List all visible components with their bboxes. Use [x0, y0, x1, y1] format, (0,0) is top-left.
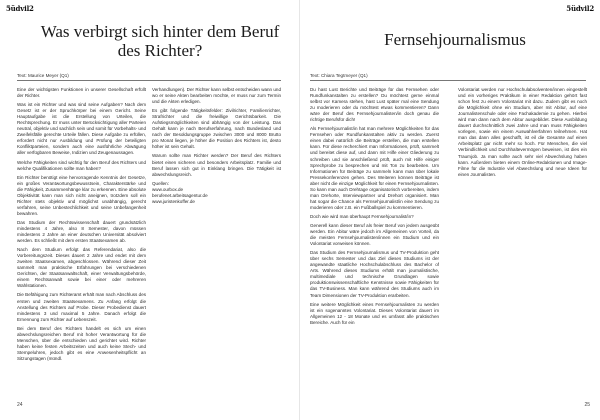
article-column-2: [458, 87, 587, 405]
byline-rule: [310, 80, 586, 81]
magazine-logo: 5üdvil2: [566, 4, 594, 13]
paragraph: Eine weitere Möglichkeit eines Fernsehjournalisten zu werden ist ein sogenanntes Volontariat. Dieses Volontariat dauert im Allgemeinen 12 - 18 Monate und es umfasst alle praktischen Bereiche. Auch für ein: [310, 301, 439, 325]
paragraph: Ein Richter benötigt eine hervorragende Kenntnis der Gesetze, ein großes Verantwortungsbewusstsein, Charakterstärke und die Fähigkeit, Zusammenhänge klar zu erkennen. Eine absolute Objektivität kann man sich nicht aneignen, trotzdem soll ein Richter stets objektiv und möglichst unabhängig, gerecht verfahren, seine Unbestechlichkeit und seine Unbefangenheit bewahren.: [17, 174, 146, 216]
paragraph: Eine der wichtigsten Funktionen in unserer Gesellschaft erfüllt der Richter.: [17, 87, 146, 99]
paragraph: Als Fernsehjournalist/in hat man mehrere Möglichkeiten für das Fernsehen oder Rundfunkanstalten aktiv zu werden. Zuerst einen dabei natürlich die Beiträge erstellen, die man erstellen kann. Für diese recherchiert man Informationen, prüft, sammelt und bereitet diese auf, und dann mit Hilfe einer Gliederung zu schreiben und sie anschließend prüft, auch mit Hilfe einiger Sprechprobe zu besprechen und mit Ton zu bearbeiten. Um Informationen für Beiträge zu sammeln kann man über lokale Pressekonferenzen gehen. Des Weiteren können Beiträge ist aber nicht die einzige Möglichkeit für einen Fernsehjournalisten. So kann man auch Drehtage organisatorisch vorbereiten, indem man Drehorte, Interviewpartner und Drehort organisiert. Man hat sogar die Chance als Fernsehjournalist/in eine Sendung zu moderieren oder z.B. ein Fußballspiel zu kommentieren.: [310, 126, 439, 210]
article-title: Fernsehjournalismus: [384, 30, 526, 49]
paragraph: Warum sollte man Richter werden? Der Beruf des Richters bietet einen sicheren und besonders Arbeitsplatz. Familie und Beruf lassen sich gut in Einklang bringen. Die Tätigkeit ist abwechslungsreich.: [152, 153, 281, 177]
paragraph: Das Studium des Fernsehjournalismus und TV-Produktion geht über sechs Semester und das Ziel dieses Studiums ist der angewandte staatliche Hochschulabschluss des Bachelor of Arts. Während dieses Studiums erhält man journalistische, multimediale und technische Grundlagen sowie produktionswissenschaftliche Kenntnisse sowie Fähigkeiten für das TV-Business. Man kann während des Studiums auch im Team Dimensionen der TV-Produktion erarbeiten.: [310, 250, 439, 298]
page-number: 25: [584, 402, 590, 408]
paragraph: Bei dem Beruf des Richters handelt es sich um einen abwechslungsreichen Beruf mit hoher Verantwortung für die Menschen, über die entschieden und gerichtet wird. Richter haben keine festen Arbeitszeiten und auch keine Stech- und Stempeluhren, jedoch gibt es eine Anwesenheitspflicht an Sitzungstagen (mündl.: [17, 325, 146, 361]
paragraph: Es gibt folgende Tätigkeitsfelder: Zivilrichter, Familienrichter, Strafrichter und die freiwillige Gerichtsbarkeit. Die Aufstiegsmöglichkeiten sind abhängig von der Leistung. Das Gehalt kann je nach Berufserfahrung, nach Bundesland und nach der Besoldungsgruppe zwischen 3000 und 8000 Brutto pro Monat liegen, je höher die Position des Richters ist, desto höher ist sein Gehalt.: [152, 108, 281, 150]
paragraph: Was ist ein Richter und was sind seine Aufgaben? Nach dem Gesetz ist er der Spruchkörper bei einem Gericht. Seine Hauptaufgabe ist die Erstellung von Urteilen, die Rechtsprechung. Er muss unter Berücksichtigung aller Parteien neutral, objektiv und sachlich sein und somit für Vorbehalts- und Zweifelsfälle gerechte Urteile fällen. Diese Aufgabe zu erfüllen, erfordert nicht nur Ausbildung und Prüfung der beteiligten Konfliktparteien, sondern auch eine ausführliche Abwägung aller verfügbaren Beweise, Indizien und Zeugenaussagen.: [17, 102, 146, 156]
magazine-logo: 5üdvil2: [6, 4, 34, 13]
paragraph: Die Befähigung zum Richteramt erhält man nach Abschluss des ersten und zweiten Staatsexamens. Zu Anfang erfolgt die Anstellung des Richters auf Probe. Dieser Probedienst dauert mindestens 3 und maximal 5 Jahre. Danach erfolgt die Ernennung zum Richter auf Lebenszeit.: [17, 292, 146, 322]
paragraph: Nach dem Studium erfolgt das Referendariat, also die Vorbereitungszeit. Dieses dauert 2 Jahre und endet mit dem zweiten Staatsexamen, abgeschlossen. Während dieser Zeit sammelt man praktische Erfahrungen bei verschiedenen Gerichten, der Staatsanwaltschaft, einer Verwaltungsbehörde, einem Rechtsanwalt sowie bei einer oder mehreren Wahlstationen.: [17, 247, 146, 289]
sources: Quellen: www.ourbox.de berufenet.arbeitsagentur.de www.juristenkoffer.de: [152, 180, 208, 204]
article-title: Was verbirgt sich hinter dem Beruf des Richter?: [40, 22, 280, 60]
paragraph: Generell kann dieser Beruf als freier Beruf von jedem ausgeübt werden. Ein Abitur wäre jedoch im Allgemeinen von Vorteil, da die meisten Fernsehjournalisten/innen ein Studium und ein Volontariat vorweisen können.: [310, 222, 439, 247]
article-column-1: [17, 87, 146, 405]
byline-rule: [17, 80, 281, 81]
article-byline: Text: Chiara Tegtmeyer (Q1): [310, 73, 368, 78]
paragraph: Das Studium der Rechtswissenschaft dauert grundsätzlich mindestens 4 Jahre, also 8 Semester, davon müssen mindestens 2 Jahre an einer deutschen Universität absolviert werden. Es schließt mit dem ersten Staatsexamen ab.: [17, 219, 146, 244]
paragraph: Doch wie wird man überhaupt Fernsehjournalist/in?: [310, 213, 414, 219]
article-byline: Text: Maurice Meyer (Q1): [17, 73, 69, 78]
paragraph: Du hast Lust Berichte und Beiträge für das Fernsehen oder Rundfunkanstalten zu erstellen? Du möchtest gerne einmal selbst vor Kamera stehen, hast Lust später mal eine Sendung zu moderieren oder du möchtest etwas kommentieren? Dann wäre der Beruf des Fernsehjournalisten/in doch genau die richtige Berufsfür dich!: [310, 87, 439, 123]
article-column-1: [310, 87, 439, 405]
right-page: [300, 0, 600, 420]
paragraph: Welche Fähigkeiten sind wichtig für den Beruf des Richters und welche Qualifikationen sollte man haben?: [17, 159, 146, 171]
page-number: 24: [17, 402, 23, 408]
paragraph: Volontariat werden nur Hochschulabsolventen/innen eingestellt und ein vorheriges Praktikum in einer Redaktion gehört fast schon fest zu einem Volontariat mit dazu. Zudem gibt es noch die Möglichkeit ohne ein Studium, aber mit Abitur, auf eine Journalistenschule oder eine Fachakademie zu gehen. Hierbei wird man dann nach dem Abitur ausgebildet. Diese Ausbildung dauert durchschnittlich zwei Jahre und man muss Fähigkeiten vorlegen, sowie ein einem Auswahlverfahren teilnehmen. Hat man das dann alles geschafft, ist eil die Gesamte auf einen Arbeitsplatz gar nicht mehr so hoch. Für Menschen, die viel Verbindlichkeit und Durchhaltevermögen beweisen, ist dies ein Traumjob. Ja man sollte auch sehr viel Abwechslung haben kann. Außerdem bieten einem Online-Redaktionen und Image-Filme für die Industrie viel Abwechslung und neue Ideen für einen Journalisten.: [458, 87, 587, 177]
paragraph: Verhandlungen). Der Richter kann selbst entscheiden wann und wo er seine Akten bearbeiten möchte, er muss nur zum Termin und die Akten erledigen.: [152, 87, 281, 105]
article-column-2: [152, 87, 281, 405]
